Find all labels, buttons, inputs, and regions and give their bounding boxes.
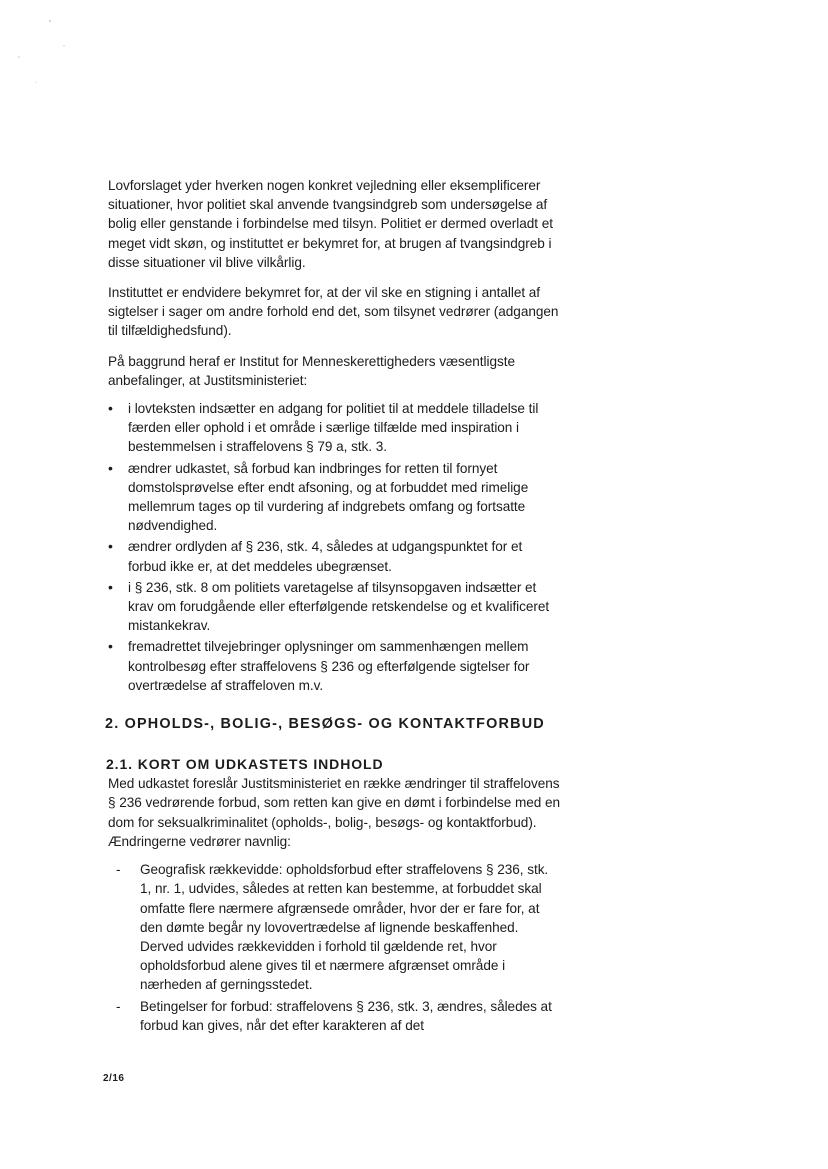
bullet-icon: • <box>108 638 113 655</box>
list-item <box>116 860 560 994</box>
list-item-text: ændrer ordlyden af § 236, stk. 4, således at udgangspunktet for et forbud ikke er, at det meddeles ubegrænset. <box>128 539 523 574</box>
subsection-heading: 2.1. KORT OM UDKASTETS INDHOLD <box>106 756 384 773</box>
recommendations-list <box>108 399 560 695</box>
bullet-icon: • <box>108 400 113 417</box>
list-item <box>108 637 560 695</box>
list-item-text: Betingelser for forbud: straffelovens § 236, stk. 3, ændres, således at forbud kan gives, når det efter karakteren af det <box>140 998 552 1033</box>
subsection-intro: Med udkastet foreslår Justitsministeriet en række ændringer til straffelovens § 236 vedrørende forbud, som retten kan give en dømt i forbindelse med en dom for seksualkriminalitet (opholds-, bolig-, besøgs- og kontaktforbud). Ændringerne vedrører navnlig: <box>108 776 560 849</box>
paragraph-1: Lovforslaget yder hverken nogen konkret vejledning eller eksemplificerer situationer, hvor politiet skal anvende tvangsindgreb som undersøgelse af bolig eller genstande i forbindelse med tilsyn. Politiet er dermed overladt et meget vidt skøn, og instituttet er bekymret for, at brugen af tvangsindgreb i disse situationer vil blive vilkårlig. <box>108 178 553 270</box>
paragraph-3: På baggrund heraf er Institut for Menneskerettigheders væsentligste anbefalinger, at Justitsministeriet: <box>108 353 515 388</box>
list-item-text: fremadrettet tilvejebringer oplysninger om sammenhængen mellem kontrolbesøg efter straffelovens § 236 og efterfølgende sigtelser for overtrædelse af straffeloven m.v. <box>128 639 530 693</box>
list-item-text: i § 236, stk. 8 om politiets varetagelse af tilsynsopgaven indsætter et krav om forudgående eller efterfølgende retskendelse og et kvalificeret mistankekrav. <box>128 579 550 634</box>
list-item <box>108 578 560 636</box>
scan-specks <box>0 0 828 120</box>
changes-list <box>116 860 560 1035</box>
bullet-icon: • <box>108 578 113 595</box>
page-number: 2/16 <box>103 1073 125 1084</box>
dash-icon: - <box>116 862 121 878</box>
document-body <box>105 176 560 1037</box>
section-heading: 2. OPHOLDS-, BOLIG-, BESØGS- OG KONTAKTFORBUD <box>105 716 545 733</box>
list-item-text: i lovteksten indsætter en adgang for politiet til at meddele tilladelse til færden eller ophold i et område i særlige tilfælde med inspiration i bestemmelsen i straffelovens § 79 a, stk. 3. <box>128 401 539 455</box>
bullet-icon: • <box>108 538 113 555</box>
paragraph-2: Instituttet er endvidere bekymret for, at der vil ske en stigning i antallet af sigtelser i sager om andre forhold end det, som tilsynet vedrører (adgangen til tilfældighedsfund). <box>108 285 559 339</box>
list-item <box>108 459 560 536</box>
dash-icon: - <box>116 998 121 1014</box>
list-item <box>108 399 560 457</box>
list-item <box>108 537 560 575</box>
list-item-text: Geografisk rækkevidde: opholdsforbud efter straffelovens § 236, stk. 1, nr. 1, udvides, således at retten kan bestemme, at forbuddet skal omfatte flere nærmere afgrænsede områder, hvor der er fare for, at den dømte begår ny lovovertrædelse af lignende beskaffenhed. Derved udvides rækkevidden i forhold til gældende ret, hvor opholdsforbud alene gives til et nærmere afgrænset område i nærheden af gerningsstedet. <box>140 862 549 993</box>
bullet-icon: • <box>108 459 113 476</box>
list-item-text: ændrer udkastet, så forbud kan indbringes for retten til fornyet domstolsprøvelse efter endt afsoning, og at forbuddet med rimelige mellemrum tages op til vurdering af indgrebets omfang og fortsatte nødvendighed. <box>128 460 529 534</box>
list-item <box>116 997 560 1035</box>
